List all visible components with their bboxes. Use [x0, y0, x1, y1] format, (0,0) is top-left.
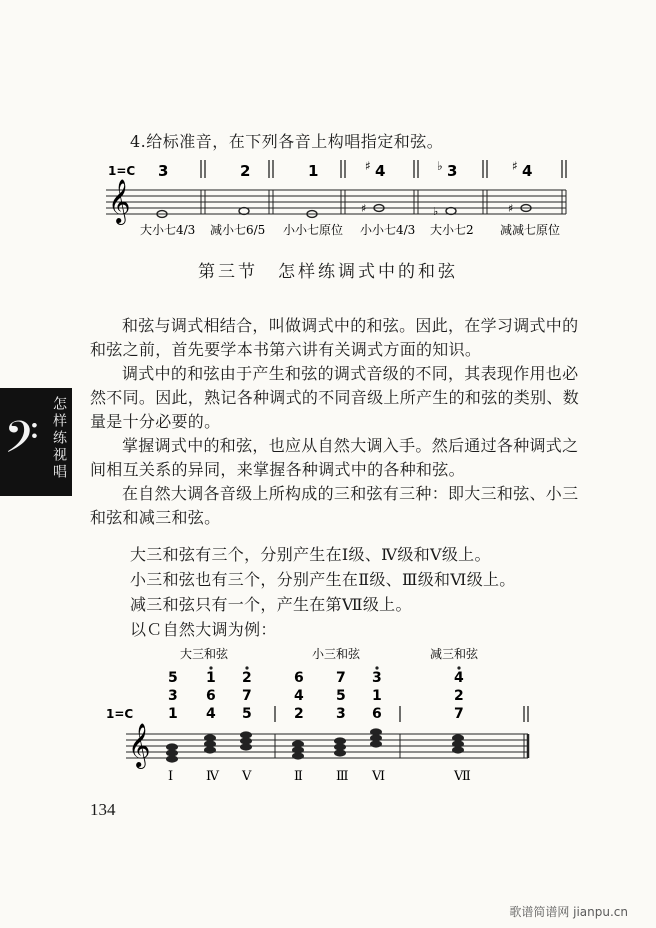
chord-bottom: 5	[242, 706, 252, 722]
chord-label: 减小七6/5	[210, 223, 266, 237]
exercise-staff	[0, 0, 656, 250]
example-staff-lines	[126, 734, 528, 758]
staff-accidental: ♯	[361, 202, 367, 215]
bass-clef-icon: 𝄢	[4, 411, 39, 474]
chord-label: 大小七2	[430, 223, 474, 237]
chord-note	[370, 728, 382, 735]
example-key: 1=C	[106, 707, 134, 721]
roman-numeral: Ⅵ	[372, 769, 386, 784]
whole-note	[446, 208, 456, 215]
accidental: ♭	[437, 159, 443, 173]
page-number: 134	[90, 800, 116, 819]
chord-bottom: 6	[372, 706, 382, 722]
roman-numeral: Ⅶ	[454, 769, 471, 784]
body-line: 小三和弦也有三个，分别产生在Ⅱ级、Ⅲ级和Ⅵ级上。	[130, 570, 516, 589]
exercise-degrees	[158, 159, 566, 180]
roman-numeral: Ⅳ	[206, 769, 219, 784]
chord-note	[204, 734, 216, 741]
octave-dot	[375, 666, 378, 669]
jianpu-degree: 1	[308, 162, 319, 180]
jianpu-degree: 4	[375, 162, 386, 180]
chord-top: 7	[336, 670, 346, 686]
body-paragraphs	[90, 314, 580, 530]
chord-bottom: 7	[454, 706, 464, 722]
chord-note	[240, 731, 252, 738]
chord-mid: 6	[206, 688, 216, 704]
chord-mid: 1	[372, 688, 382, 704]
exercise-staff-lines	[106, 190, 566, 214]
octave-dot	[457, 666, 460, 669]
side-tab-label: 怎样练视唱	[51, 396, 67, 481]
chord-note	[292, 740, 304, 747]
jianpu-degree: 3	[447, 162, 458, 180]
example-staff	[0, 630, 656, 790]
group-label: 小三和弦	[312, 647, 361, 661]
accidental: ♯	[365, 159, 371, 173]
chord-label: 减减七原位	[500, 223, 561, 237]
paragraph: 调式中的和弦由于产生和弦的调式音级的不同，其表现作用也必然不同。因此，熟记各种调式的不同音级上所产生的和弦的类别、数量是十分必要的。	[90, 364, 580, 431]
paragraph: 和弦与调式相结合，叫做调式中的和弦。因此，在学习调式中的和弦之前，首先要学本书第六讲有关调式方面的知识。	[90, 316, 579, 359]
chord-top: 2	[242, 670, 252, 686]
chord-bottom: 1	[168, 706, 178, 722]
chord-top: 6	[294, 670, 304, 686]
exercise-chord-labels	[140, 222, 560, 237]
roman-numeral: Ⅲ	[336, 769, 349, 784]
watermark: 歌谱简谱网 jianpu.cn	[509, 905, 628, 919]
example-roman-numerals	[168, 769, 471, 784]
jianpu-degree: 4	[522, 162, 533, 180]
jianpu-degree: 3	[158, 162, 169, 180]
chord-mid: 3	[168, 688, 178, 704]
paragraph: 掌握调式中的和弦，也应从自然大调入手。然后通过各种调式之间相互关系的异同，来掌握各种调式中的各种和弦。	[90, 436, 579, 479]
side-tab	[0, 388, 72, 496]
chord-top: 3	[372, 670, 382, 686]
chord-mid: 7	[242, 688, 252, 704]
chord-note	[166, 743, 178, 750]
chord-note	[334, 737, 346, 744]
whole-note	[239, 208, 249, 215]
chord-mid: 2	[454, 688, 464, 704]
example-group-labels	[180, 646, 479, 661]
chord-bottom: 3	[336, 706, 346, 722]
exercise-instruction: 4.给标准音，在下列各音上构唱指定和弦。	[130, 132, 444, 151]
body-line: 减三和弦只有一个，产生在第Ⅶ级上。	[130, 595, 412, 614]
staff-accidental: ♭	[433, 205, 439, 218]
chord-label: 小小七原位	[283, 223, 344, 237]
chord-bottom: 2	[294, 706, 304, 722]
chord-label: 大小七4/3	[140, 223, 196, 237]
staff-accidental: ♯	[508, 202, 514, 215]
accidental: ♯	[512, 159, 518, 173]
chord-mid: 5	[336, 688, 346, 704]
chord-top: 1	[206, 670, 216, 686]
section-title: 第三节 怎样练调式中的和弦	[198, 262, 458, 282]
treble-clef-icon: 𝄞	[108, 179, 131, 223]
chord-label: 小小七4/3	[360, 223, 416, 237]
roman-numeral: Ⅰ	[168, 769, 174, 784]
chord-top: 4	[454, 670, 464, 686]
paragraph: 在自然大调各音级上所构成的三和弦有三种：即大三和弦、小三和弦和减三和弦。	[90, 484, 579, 527]
exercise-notes	[154, 202, 531, 218]
example-degree-numbers	[168, 666, 528, 722]
octave-dot	[245, 666, 248, 669]
octave-dot	[209, 666, 212, 669]
roman-numeral: Ⅱ	[294, 769, 303, 784]
exercise-key: 1=C	[108, 164, 136, 178]
roman-numeral: Ⅴ	[242, 769, 252, 784]
jianpu-degree: 2	[240, 162, 251, 180]
group-label: 大三和弦	[180, 647, 229, 661]
body-line: 大三和弦有三个，分别产生在Ⅰ级、Ⅳ级和Ⅴ级上。	[130, 545, 491, 564]
chord-note	[452, 734, 464, 741]
treble-clef-icon: 𝄞	[128, 723, 151, 767]
chord-mid: 4	[294, 688, 304, 704]
chord-top: 5	[168, 670, 178, 686]
group-label: 减三和弦	[430, 647, 479, 661]
chord-bottom: 4	[206, 706, 216, 722]
body-line: 以Ｃ自然大调为例：	[130, 620, 277, 639]
